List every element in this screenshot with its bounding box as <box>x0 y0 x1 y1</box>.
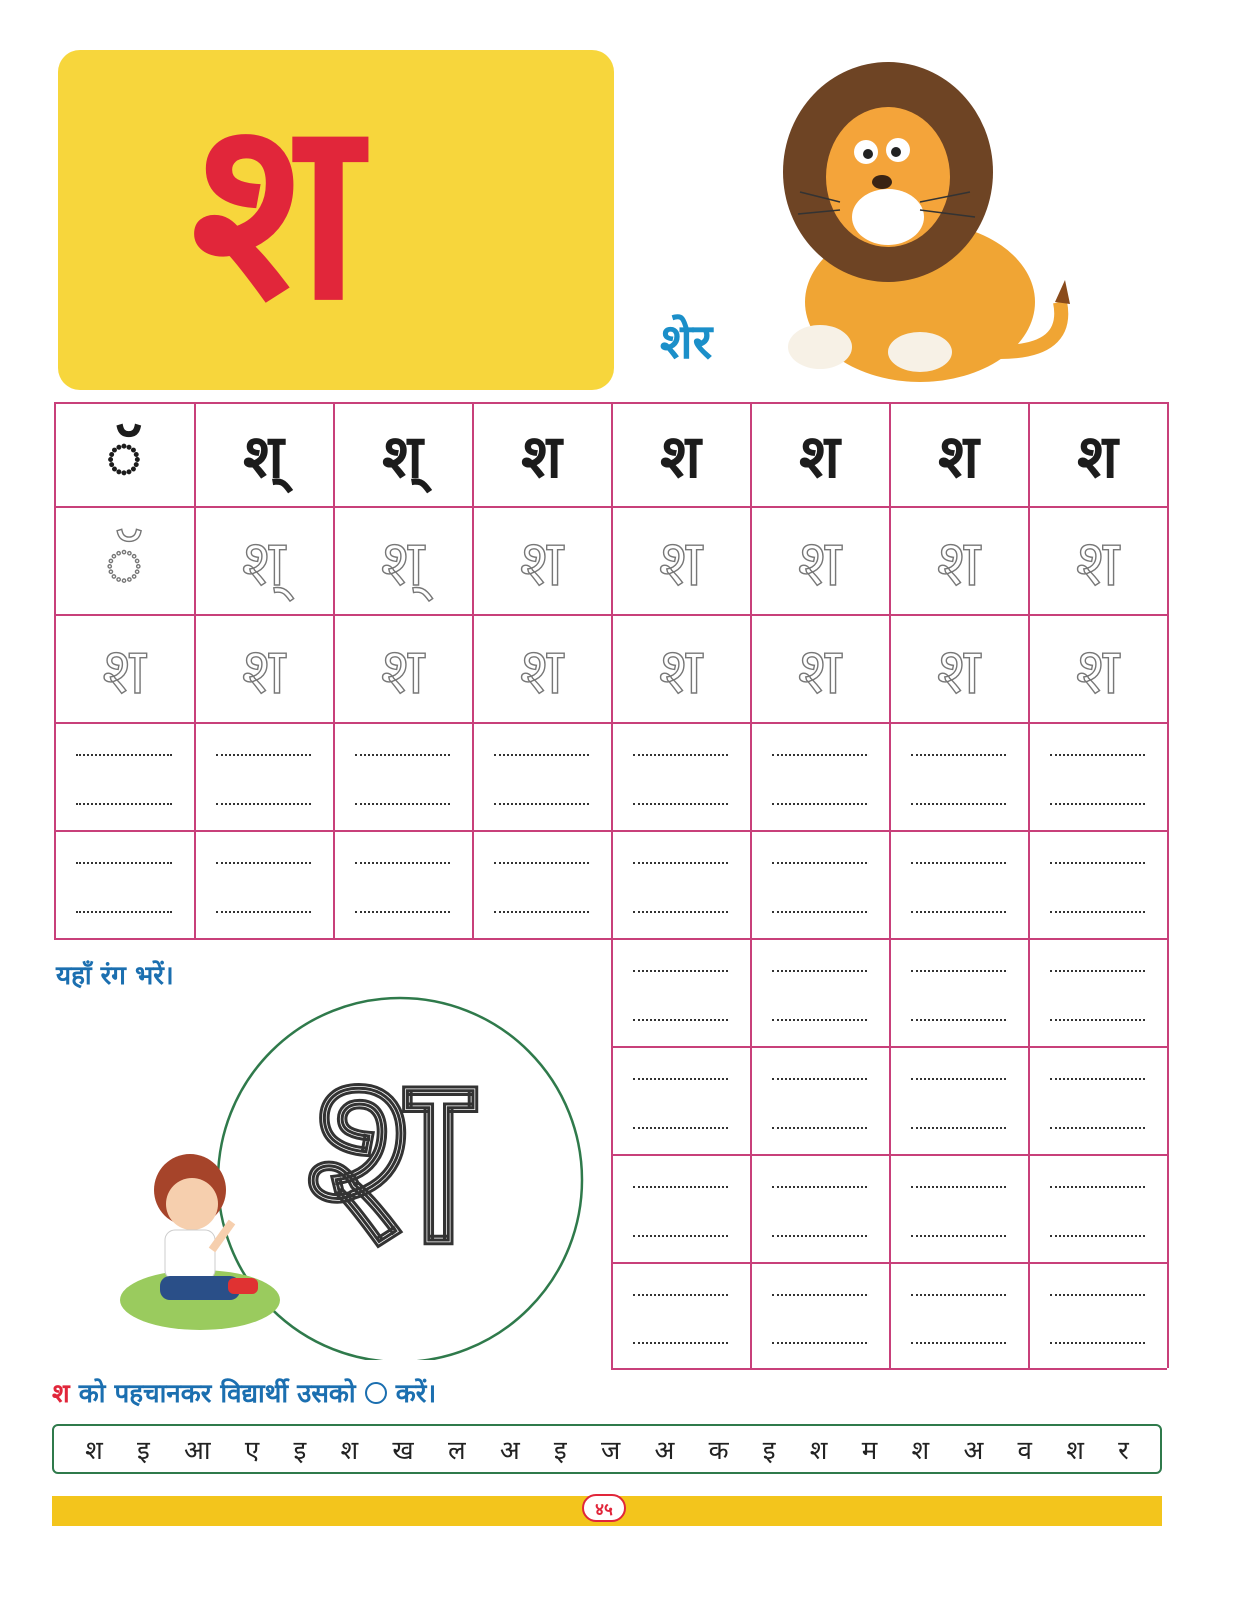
writing-guide-line[interactable] <box>494 862 589 864</box>
writing-guide-line[interactable] <box>1050 1078 1145 1080</box>
writing-guide-line[interactable] <box>911 970 1006 972</box>
writing-guide-line[interactable] <box>1050 1186 1145 1188</box>
circle-symbol-icon <box>365 1382 387 1404</box>
trace-letter: श <box>936 526 981 601</box>
strip-letter[interactable]: श <box>809 1436 828 1466</box>
strip-letter[interactable]: इ <box>553 1436 567 1466</box>
writing-guide-line[interactable] <box>633 862 728 864</box>
writing-guide-line[interactable] <box>772 1294 867 1296</box>
writing-guide-line[interactable] <box>216 754 311 756</box>
writing-guide-line[interactable] <box>633 1019 728 1021</box>
writing-guide-line[interactable] <box>911 1294 1006 1296</box>
coloring-area <box>120 960 590 1360</box>
practice-cell <box>611 614 750 722</box>
strip-letter[interactable]: श <box>1066 1436 1084 1466</box>
trace-letter: श <box>658 634 703 709</box>
stroke-step-letter: श <box>521 422 562 492</box>
strip-letter[interactable]: श <box>85 1436 103 1466</box>
writing-guide-line[interactable] <box>633 1127 728 1129</box>
trace-letter: श <box>1075 634 1120 709</box>
hero-letter-card <box>58 50 614 390</box>
writing-guide-line[interactable] <box>772 970 867 972</box>
writing-guide-line[interactable] <box>633 911 728 913</box>
writing-guide-line[interactable] <box>216 803 311 805</box>
trace-letter: श <box>241 634 286 709</box>
trace-letter: श <box>102 634 146 709</box>
strip-letter[interactable]: श <box>911 1436 930 1466</box>
writing-guide-line[interactable] <box>216 911 311 913</box>
trace-letter: श <box>936 634 981 709</box>
boy-illustration <box>120 1154 280 1330</box>
writing-guide-line[interactable] <box>1050 1294 1145 1296</box>
writing-guide-line[interactable] <box>1050 1019 1145 1021</box>
writing-guide-line[interactable] <box>1050 803 1145 805</box>
stroke-step-letter: श <box>660 422 701 492</box>
strip-letter[interactable]: आ <box>184 1436 211 1466</box>
trace-letter: श <box>519 526 564 601</box>
stroke-step-letter: श <box>938 422 979 492</box>
strip-letter[interactable]: ए <box>244 1436 260 1466</box>
practice-cell <box>750 402 889 506</box>
writing-guide-line[interactable] <box>76 803 172 805</box>
trace-letter: ॅ <box>104 526 144 601</box>
practice-cell <box>472 402 611 506</box>
practice-cell <box>889 614 1028 722</box>
writing-guide-line[interactable] <box>772 1019 867 1021</box>
practice-cell <box>750 614 889 722</box>
trace-letter: श् <box>241 526 286 601</box>
writing-guide-line[interactable] <box>216 862 311 864</box>
writing-guide-line[interactable] <box>494 754 589 756</box>
coloring-instruction: यहाँ रंग भरें। <box>56 961 174 991</box>
writing-guide-line[interactable] <box>911 862 1006 864</box>
strip-letter[interactable]: ज <box>600 1436 621 1466</box>
writing-guide-line[interactable] <box>355 862 450 864</box>
writing-guide-line[interactable] <box>355 754 450 756</box>
instruction-text: को पहचानकर विद्यार्थी उसको <box>69 1379 365 1409</box>
stroke-step-letter: ॅ <box>106 422 142 492</box>
practice-cell <box>54 402 194 506</box>
writing-guide-line[interactable] <box>76 754 172 756</box>
writing-guide-line[interactable] <box>911 911 1006 913</box>
practice-cell <box>194 402 333 506</box>
writing-guide-line[interactable] <box>633 803 728 805</box>
strip-letter[interactable]: इ <box>137 1436 150 1466</box>
writing-guide-line[interactable] <box>633 1078 728 1080</box>
writing-guide-line[interactable] <box>633 1342 728 1344</box>
trace-letter: श <box>1075 526 1120 601</box>
writing-guide-line[interactable] <box>494 803 589 805</box>
letter-strip <box>52 1424 1162 1474</box>
writing-guide-line[interactable] <box>633 1186 728 1188</box>
writing-guide-line[interactable] <box>1050 1342 1145 1344</box>
writing-guide-line[interactable] <box>911 1019 1006 1021</box>
lion-illustration <box>770 52 1070 392</box>
hero-letter: श <box>191 64 361 355</box>
writing-guide-line[interactable] <box>911 1078 1006 1080</box>
writing-guide-line[interactable] <box>772 1078 867 1080</box>
writing-guide-line[interactable] <box>1050 1235 1145 1237</box>
strip-letter[interactable]: क <box>708 1436 729 1466</box>
strip-letter[interactable]: म <box>861 1436 878 1466</box>
writing-guide-line[interactable] <box>911 1127 1006 1129</box>
strip-letter[interactable]: व <box>1017 1436 1033 1466</box>
strip-letter[interactable]: र <box>1118 1436 1129 1466</box>
practice-cell <box>889 402 1028 506</box>
practice-cell <box>194 614 333 722</box>
writing-guide-line[interactable] <box>772 1235 867 1237</box>
practice-cell <box>611 506 750 614</box>
writing-guide-line[interactable] <box>1050 911 1145 913</box>
instruction-end: करें। <box>386 1379 437 1409</box>
writing-guide-line[interactable] <box>494 911 589 913</box>
grid-line <box>611 1368 1167 1370</box>
circle-instruction <box>52 1374 436 1410</box>
page-number: ४५ <box>582 1494 626 1522</box>
writing-guide-line[interactable] <box>772 754 867 756</box>
writing-guide-line[interactable] <box>633 1294 728 1296</box>
practice-cell <box>54 614 194 722</box>
trace-letter: श <box>658 526 703 601</box>
strip-letter[interactable]: ख <box>392 1436 414 1466</box>
writing-guide-line[interactable] <box>911 1342 1006 1344</box>
writing-guide-line[interactable] <box>772 1342 867 1344</box>
strip-letter[interactable]: अ <box>499 1436 520 1466</box>
instruction-letter: श <box>52 1379 70 1409</box>
writing-guide-line[interactable] <box>76 862 172 864</box>
practice-cell <box>472 506 611 614</box>
trace-letter: श <box>797 634 842 709</box>
practice-cell <box>472 614 611 722</box>
writing-guide-line[interactable] <box>633 970 728 972</box>
writing-guide-line[interactable] <box>911 803 1006 805</box>
writing-guide-line[interactable] <box>772 1186 867 1188</box>
strip-letter[interactable]: इ <box>762 1436 776 1466</box>
grid-line <box>1167 402 1169 1368</box>
outline-letter: श <box>306 1017 470 1297</box>
practice-cell <box>1028 506 1167 614</box>
strip-letter[interactable]: ल <box>447 1436 466 1466</box>
stroke-step-letter: श् <box>382 422 423 492</box>
writing-guide-line[interactable] <box>772 911 867 913</box>
practice-cell <box>333 614 472 722</box>
writing-guide-line[interactable] <box>76 911 172 913</box>
practice-cell <box>54 506 194 614</box>
trace-letter: श <box>519 634 564 709</box>
writing-guide-line[interactable] <box>772 1127 867 1129</box>
writing-guide-line[interactable] <box>1050 862 1145 864</box>
writing-guide-line[interactable] <box>911 1186 1006 1188</box>
practice-cell <box>333 402 472 506</box>
strip-letter[interactable]: अ <box>963 1436 984 1466</box>
practice-cell <box>1028 614 1167 722</box>
strip-letter[interactable]: अ <box>654 1436 675 1466</box>
practice-cell <box>333 506 472 614</box>
trace-letter: श् <box>380 526 425 601</box>
practice-cell <box>194 506 333 614</box>
practice-cell <box>750 506 889 614</box>
practice-cell <box>889 506 1028 614</box>
stroke-step-letter: श <box>799 422 840 492</box>
writing-guide-line[interactable] <box>1050 754 1145 756</box>
writing-guide-line[interactable] <box>911 754 1006 756</box>
stroke-step-letter: श् <box>243 422 284 492</box>
stroke-step-letter: श <box>1077 422 1118 492</box>
practice-cell <box>611 402 750 506</box>
writing-guide-line[interactable] <box>633 754 728 756</box>
strip-letter[interactable]: इ <box>293 1436 307 1466</box>
writing-guide-line[interactable] <box>633 1235 728 1237</box>
trace-letter: श <box>797 526 842 601</box>
strip-letter[interactable]: श <box>340 1436 359 1466</box>
practice-cell <box>1028 402 1167 506</box>
writing-guide-line[interactable] <box>355 911 450 913</box>
writing-guide-line[interactable] <box>772 803 867 805</box>
writing-guide-line[interactable] <box>772 862 867 864</box>
trace-letter: श <box>380 634 425 709</box>
writing-guide-line[interactable] <box>1050 1127 1145 1129</box>
writing-guide-line[interactable] <box>911 1235 1006 1237</box>
example-word: शेर <box>660 314 713 370</box>
writing-guide-line[interactable] <box>355 803 450 805</box>
writing-guide-line[interactable] <box>1050 970 1145 972</box>
